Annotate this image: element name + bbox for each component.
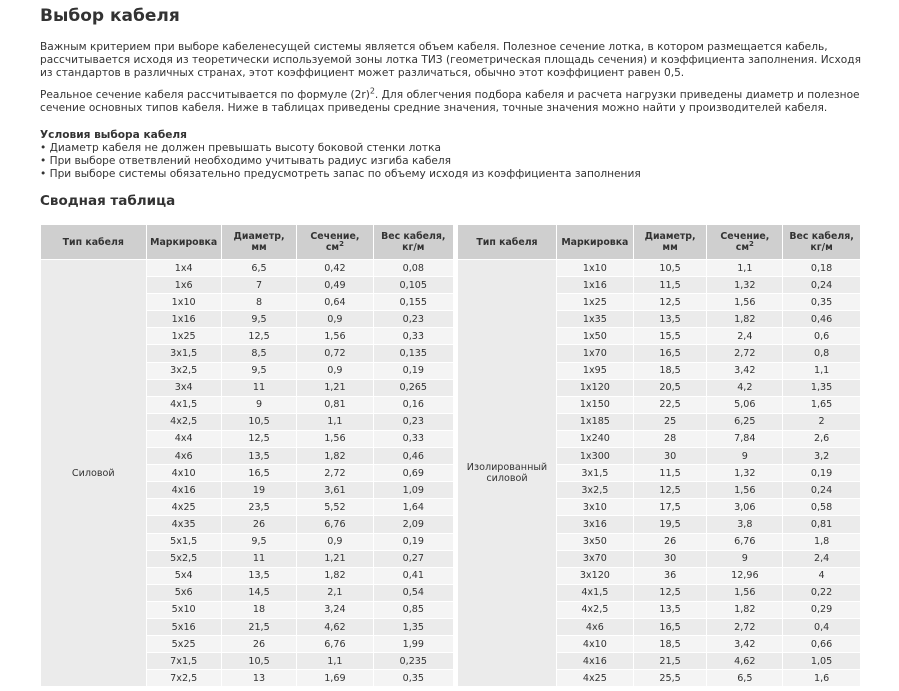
- weight-cell: 1,05: [783, 653, 860, 669]
- section-cell: 4,62: [707, 653, 782, 669]
- section-cell: 0,9: [297, 363, 372, 379]
- weight-cell: 0,16: [374, 397, 453, 413]
- weight-cell: 0,27: [374, 551, 453, 567]
- section-cell: 0,72: [297, 345, 372, 361]
- marking-cell: 7х2,5: [147, 670, 221, 686]
- diameter-cell: 36: [634, 568, 707, 584]
- weight-cell: 3,2: [783, 448, 860, 464]
- marking-cell: 1х50: [557, 328, 633, 344]
- marking-cell: 1х10: [147, 294, 221, 310]
- header-weight: Вес кабеля, кг/м: [783, 225, 860, 259]
- diameter-cell: 18,5: [634, 636, 707, 652]
- section-cell: 1,32: [707, 465, 782, 481]
- section-cell: 3,42: [707, 363, 782, 379]
- weight-cell: 0,33: [374, 328, 453, 344]
- weight-cell: 0,18: [783, 260, 860, 276]
- section-cell: 0,42: [297, 260, 372, 276]
- marking-cell: 1х240: [557, 431, 633, 447]
- marking-cell: 4х35: [147, 516, 221, 532]
- weight-cell: 1,99: [374, 636, 453, 652]
- weight-cell: 0,4: [783, 619, 860, 635]
- diameter-cell: 16,5: [222, 465, 296, 481]
- marking-cell: 4х4: [147, 431, 221, 447]
- diameter-cell: 13,5: [222, 448, 296, 464]
- diameter-cell: 17,5: [634, 499, 707, 515]
- section-cell: 3,61: [297, 482, 372, 498]
- marking-cell: 3х50: [557, 534, 633, 550]
- weight-cell: 2,4: [783, 551, 860, 567]
- weight-cell: 0,24: [783, 277, 860, 293]
- diameter-cell: 13,5: [634, 311, 707, 327]
- marking-cell: 3х1,5: [147, 345, 221, 361]
- weight-cell: 0,24: [783, 482, 860, 498]
- diameter-cell: 6,5: [222, 260, 296, 276]
- marking-cell: 1х35: [557, 311, 633, 327]
- diameter-cell: 26: [222, 636, 296, 652]
- weight-cell: 0,265: [374, 380, 453, 396]
- diameter-cell: 30: [634, 448, 707, 464]
- diameter-cell: 9,5: [222, 534, 296, 550]
- summary-table-title: Сводная таблица: [40, 193, 176, 209]
- marking-cell: 3х10: [557, 499, 633, 515]
- weight-cell: 1,65: [783, 397, 860, 413]
- diameter-cell: 11,5: [634, 465, 707, 481]
- marking-cell: 3х16: [557, 516, 633, 532]
- marking-cell: 1х95: [557, 363, 633, 379]
- marking-cell: 5х25: [147, 636, 221, 652]
- marking-cell: 3х70: [557, 551, 633, 567]
- diameter-cell: 19,5: [634, 516, 707, 532]
- section-cell: 2,1: [297, 585, 372, 601]
- table-header-row: [458, 225, 860, 259]
- table-header-row: [41, 225, 453, 259]
- section-cell: 1,1: [297, 414, 372, 430]
- diameter-cell: 8: [222, 294, 296, 310]
- marking-cell: 4х16: [557, 653, 633, 669]
- weight-cell: 0,19: [783, 465, 860, 481]
- diameter-cell: 26: [222, 516, 296, 532]
- header-marking: Маркировка: [557, 225, 633, 259]
- diameter-cell: 11: [222, 380, 296, 396]
- diameter-cell: 10,5: [634, 260, 707, 276]
- weight-cell: 0,85: [374, 602, 453, 618]
- diameter-cell: 13,5: [634, 602, 707, 618]
- weight-cell: 0,46: [374, 448, 453, 464]
- marking-cell: 1х4: [147, 260, 221, 276]
- insulated-cable-table: [457, 224, 861, 687]
- diameter-cell: 16,5: [634, 345, 707, 361]
- section-cell: 1,21: [297, 380, 372, 396]
- weight-cell: 0,54: [374, 585, 453, 601]
- weight-cell: 0,19: [374, 363, 453, 379]
- weight-cell: 0,35: [374, 670, 453, 686]
- weight-cell: 0,35: [783, 294, 860, 310]
- section-cell: 6,25: [707, 414, 782, 430]
- section-cell: 4,62: [297, 619, 372, 635]
- conditions-title: Условия выбора кабеля: [40, 129, 187, 141]
- weight-cell: 0,41: [374, 568, 453, 584]
- section-cell: 6,76: [707, 534, 782, 550]
- condition-item: • При выборе системы обязательно предусмотреть запас по объему исходя из коэффициента заполнения: [40, 168, 641, 181]
- marking-cell: 4х10: [557, 636, 633, 652]
- diameter-cell: 22,5: [634, 397, 707, 413]
- weight-cell: 0,81: [783, 516, 860, 532]
- weight-cell: 0,235: [374, 653, 453, 669]
- diameter-cell: 23,5: [222, 499, 296, 515]
- marking-cell: 3х4: [147, 380, 221, 396]
- weight-cell: 0,46: [783, 311, 860, 327]
- marking-cell: 5х16: [147, 619, 221, 635]
- diameter-cell: 9,5: [222, 363, 296, 379]
- marking-cell: 1х25: [557, 294, 633, 310]
- marking-cell: 4х6: [147, 448, 221, 464]
- section-cell: 9: [707, 448, 782, 464]
- diameter-cell: 13: [222, 670, 296, 686]
- section-cell: 2,72: [707, 619, 782, 635]
- diameter-cell: 12,5: [634, 585, 707, 601]
- section-cell: 1,82: [707, 311, 782, 327]
- header-cable-type: Тип кабеля: [458, 225, 556, 259]
- header-cable-type: Тип кабеля: [41, 225, 146, 259]
- formula-exponent: 2: [369, 86, 375, 96]
- section-cell: 5,06: [707, 397, 782, 413]
- header-section: Сечение, $см^2$: [707, 225, 782, 259]
- marking-cell: 4х6: [557, 619, 633, 635]
- section-cell: 1,82: [297, 448, 372, 464]
- marking-cell: 3х2,5: [557, 482, 633, 498]
- marking-cell: 5х10: [147, 602, 221, 618]
- diameter-cell: 10,5: [222, 653, 296, 669]
- formula-suffix: . Для облегчения подбора кабеля и расчета нагрузки приведены диаметр и полезное сечение основных типов кабеля. Ниже в таблицах приведены средние значения, точные значения можно найти у производителей кабеля.: [40, 89, 860, 115]
- marking-cell: 7х1,5: [147, 653, 221, 669]
- marking-cell: 4х10: [147, 465, 221, 481]
- diameter-cell: 7: [222, 277, 296, 293]
- section-cell: 3,24: [297, 602, 372, 618]
- marking-cell: 4х2,5: [557, 602, 633, 618]
- diameter-cell: 8,5: [222, 345, 296, 361]
- diameter-cell: 30: [634, 551, 707, 567]
- diameter-cell: 18,5: [634, 363, 707, 379]
- diameter-cell: 12,5: [222, 328, 296, 344]
- weight-cell: 1,09: [374, 482, 453, 498]
- header-diameter: Диаметр, мм: [222, 225, 296, 259]
- diameter-cell: 25,5: [634, 670, 707, 686]
- header-marking: Маркировка: [147, 225, 221, 259]
- weight-cell: 1,1: [783, 363, 860, 379]
- weight-cell: 0,23: [374, 414, 453, 430]
- weight-cell: 1,35: [374, 619, 453, 635]
- weight-cell: 0,155: [374, 294, 453, 310]
- marking-cell: 1х25: [147, 328, 221, 344]
- table-row: [458, 260, 860, 276]
- diameter-cell: 11,5: [634, 277, 707, 293]
- marking-cell: 4х25: [557, 670, 633, 686]
- marking-cell: 3х2,5: [147, 363, 221, 379]
- diameter-cell: 12,5: [222, 431, 296, 447]
- marking-cell: 5х2,5: [147, 551, 221, 567]
- diameter-cell: 11: [222, 551, 296, 567]
- diameter-cell: 9,5: [222, 311, 296, 327]
- weight-cell: 0,105: [374, 277, 453, 293]
- section-cell: 12,96: [707, 568, 782, 584]
- diameter-cell: 12,5: [634, 482, 707, 498]
- weight-cell: 0,23: [374, 311, 453, 327]
- section-cell: 0,81: [297, 397, 372, 413]
- weight-cell: 1,64: [374, 499, 453, 515]
- section-cell: 9: [707, 551, 782, 567]
- section-cell: 1,1: [297, 653, 372, 669]
- section-cell: 6,76: [297, 636, 372, 652]
- marking-cell: 4х16: [147, 482, 221, 498]
- diameter-cell: 15,5: [634, 328, 707, 344]
- section-cell: 2,4: [707, 328, 782, 344]
- diameter-cell: 26: [634, 534, 707, 550]
- weight-cell: 0,08: [374, 260, 453, 276]
- section-cell: 3,42: [707, 636, 782, 652]
- section-cell: 2,72: [297, 465, 372, 481]
- section-cell: 3,06: [707, 499, 782, 515]
- marking-cell: 4х1,5: [147, 397, 221, 413]
- marking-cell: 1х185: [557, 414, 633, 430]
- formula-paragraph: [40, 86, 862, 115]
- section-cell: 0,64: [297, 294, 372, 310]
- power-cable-table: [40, 224, 454, 687]
- marking-cell: 1х10: [557, 260, 633, 276]
- section-cell: 2,72: [707, 345, 782, 361]
- condition-item: • При выборе ответвлений необходимо учитывать радиус изгиба кабеля: [40, 155, 452, 168]
- section-cell: 1,1: [707, 260, 782, 276]
- page-title: Выбор кабеля: [40, 6, 180, 26]
- weight-cell: 2,6: [783, 431, 860, 447]
- diameter-cell: 25: [634, 414, 707, 430]
- section-cell: 0,9: [297, 311, 372, 327]
- weight-cell: 0,135: [374, 345, 453, 361]
- header-diameter: Диаметр, мм: [634, 225, 707, 259]
- marking-cell: 1х70: [557, 345, 633, 361]
- weight-cell: 0,29: [783, 602, 860, 618]
- weight-cell: 1,6: [783, 670, 860, 686]
- marking-cell: 1х6: [147, 277, 221, 293]
- marking-cell: 5х1,5: [147, 534, 221, 550]
- formula-prefix: Реальное сечение кабеля рассчитывается по формуле (2r): [40, 89, 370, 101]
- diameter-cell: 10,5: [222, 414, 296, 430]
- section-cell: 1,82: [297, 568, 372, 584]
- section-cell: 1,69: [297, 670, 372, 686]
- diameter-cell: 20,5: [634, 380, 707, 396]
- marking-cell: 3х120: [557, 568, 633, 584]
- diameter-cell: 28: [634, 431, 707, 447]
- section-cell: 0,9: [297, 534, 372, 550]
- section-cell: 6,5: [707, 670, 782, 686]
- marking-cell: 5х6: [147, 585, 221, 601]
- section-cell: 7,84: [707, 431, 782, 447]
- section-cell: 1,56: [297, 328, 372, 344]
- weight-cell: 0,6: [783, 328, 860, 344]
- section-cell: 1,32: [707, 277, 782, 293]
- weight-cell: 0,33: [374, 431, 453, 447]
- section-cell: 1,82: [707, 602, 782, 618]
- diameter-cell: 21,5: [222, 619, 296, 635]
- weight-cell: 4: [783, 568, 860, 584]
- header-section: Сечение, $см^2$: [297, 225, 372, 259]
- header-weight: Вес кабеля, кг/м: [374, 225, 453, 259]
- section-cell: 3,8: [707, 516, 782, 532]
- marking-cell: 1х150: [557, 397, 633, 413]
- weight-cell: 2: [783, 414, 860, 430]
- cable-type-group: Силовой: [41, 260, 146, 686]
- intro-paragraph: Важным критерием при выборе кабеленесущей системы является объем кабеля. Полезное сечение лотка, в котором размещается кабель, рассчитывается исходя из теоретически используемой зоны лотка ТИЗ (геометрическая площадь сечения) и коэффициента заполнения. Исходя из стандартов в различных странах, этот коэффициент может различаться, обычно этот коэффициент равен 0,5.: [40, 41, 861, 80]
- marking-cell: 1х300: [557, 448, 633, 464]
- weight-cell: 0,19: [374, 534, 453, 550]
- diameter-cell: 21,5: [634, 653, 707, 669]
- weight-cell: 0,58: [783, 499, 860, 515]
- marking-cell: 1х16: [147, 311, 221, 327]
- diameter-cell: 16,5: [634, 619, 707, 635]
- diameter-cell: 12,5: [634, 294, 707, 310]
- marking-cell: 4х2,5: [147, 414, 221, 430]
- weight-cell: 1,8: [783, 534, 860, 550]
- diameter-cell: 19: [222, 482, 296, 498]
- weight-cell: 0,66: [783, 636, 860, 652]
- marking-cell: 1х16: [557, 277, 633, 293]
- weight-cell: 2,09: [374, 516, 453, 532]
- diameter-cell: 13,5: [222, 568, 296, 584]
- section-cell: 1,56: [297, 431, 372, 447]
- section-cell: 6,76: [297, 516, 372, 532]
- weight-cell: 0,8: [783, 345, 860, 361]
- table-row: [41, 260, 453, 276]
- diameter-cell: 9: [222, 397, 296, 413]
- marking-cell: 1х120: [557, 380, 633, 396]
- weight-cell: 0,69: [374, 465, 453, 481]
- section-cell: 1,56: [707, 482, 782, 498]
- section-cell: 1,56: [707, 294, 782, 310]
- section-cell: 1,56: [707, 585, 782, 601]
- conditions-list: [40, 142, 641, 182]
- marking-cell: 4х25: [147, 499, 221, 515]
- cable-type-group: Изолированный силовой: [458, 260, 556, 686]
- weight-cell: 1,35: [783, 380, 860, 396]
- marking-cell: 3х1,5: [557, 465, 633, 481]
- diameter-cell: 18: [222, 602, 296, 618]
- marking-cell: 5х4: [147, 568, 221, 584]
- diameter-cell: 14,5: [222, 585, 296, 601]
- weight-cell: 0,22: [783, 585, 860, 601]
- condition-item: • Диаметр кабеля не должен превышать высоту боковой стенки лотка: [40, 142, 441, 154]
- section-cell: 1,21: [297, 551, 372, 567]
- marking-cell: 4х1,5: [557, 585, 633, 601]
- section-cell: 0,49: [297, 277, 372, 293]
- section-cell: 5,52: [297, 499, 372, 515]
- section-cell: 4,2: [707, 380, 782, 396]
